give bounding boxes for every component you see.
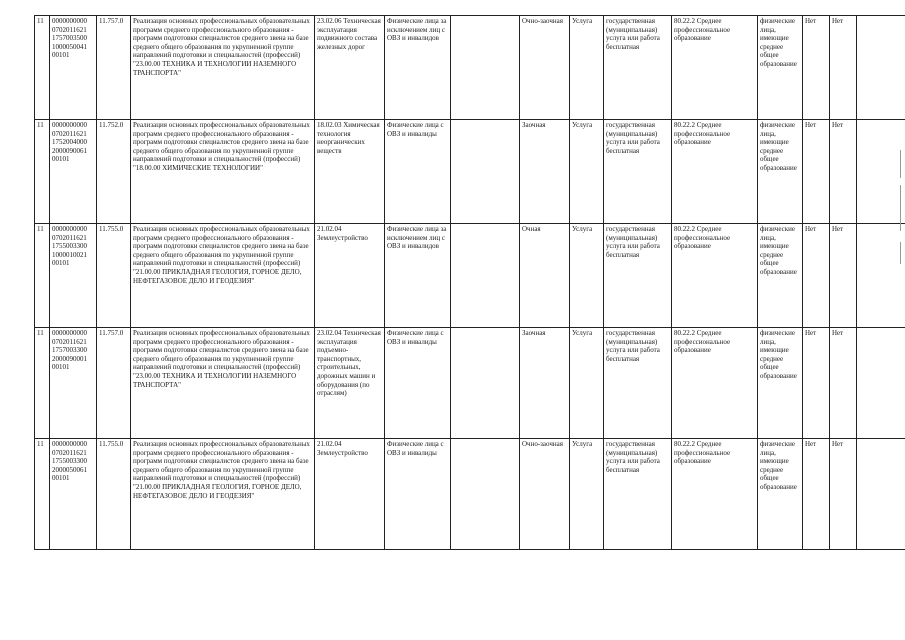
- study-form-cell: Заочная: [520, 328, 570, 439]
- specialty-cell: 21.02.04 Землеустройство: [315, 224, 385, 328]
- row-number: 11: [35, 120, 50, 224]
- category-cell: Физические лица с ОВЗ и инвалиды: [385, 328, 451, 439]
- kind-cell: Услуга: [570, 439, 604, 550]
- service-name-cell: Реализация основных профессиональных образовательных программ среднего профессионального образования - программ подготовки специалистов среднего звена на базе среднего общего образования по укрупненной группе направлений подготовки и специальностей (профессий) "23.00.00 ТЕХНИКА И ТЕХНОЛОГИИ НАЗЕМНОГО ТРАНСПОРТА": [131, 328, 315, 439]
- table-row: [35, 328, 905, 439]
- row-number: 11: [35, 439, 50, 550]
- consumers-cell: физические лица, имеющие среднее общее образование: [758, 439, 803, 550]
- flag-cell: Нет: [803, 328, 830, 439]
- study-form-cell: Очно-заочная: [520, 16, 570, 120]
- okved-cell: 11.755.0: [97, 439, 131, 550]
- okpd-cell: 80.22.2 Среднее профессиональное образование: [672, 224, 758, 328]
- flag-cell: Нет: [803, 224, 830, 328]
- table-row: [35, 120, 905, 224]
- empty-cell: [451, 120, 520, 224]
- study-form-cell: Очная: [520, 224, 570, 328]
- okpd-cell: 80.22.2 Среднее профессиональное образование: [672, 328, 758, 439]
- okved-cell: 11.757.0: [97, 16, 131, 120]
- kind-cell: Услуга: [570, 328, 604, 439]
- kind-cell: Услуга: [570, 224, 604, 328]
- service-type-cell: государственная (муниципальная) услуга или работа бесплатная: [604, 439, 672, 550]
- kind-cell: Услуга: [570, 16, 604, 120]
- blank-cell: [857, 16, 905, 120]
- consumers-cell: физические лица, имеющие среднее общее образование: [758, 328, 803, 439]
- registry-code-cell: 0000000000 0702011621 1752004000 2000090061 00101: [50, 120, 97, 224]
- okved-cell: 11.755.0: [97, 224, 131, 328]
- okved-cell: 11.752.0: [97, 120, 131, 224]
- row-number: 11: [35, 16, 50, 120]
- service-type-cell: государственная (муниципальная) услуга или работа бесплатная: [604, 120, 672, 224]
- row-number: 11: [35, 224, 50, 328]
- okpd-cell: 80.22.2 Среднее профессиональное образование: [672, 439, 758, 550]
- flag-cell: Нет: [830, 120, 857, 224]
- service-type-cell: государственная (муниципальная) услуга или работа бесплатная: [604, 16, 672, 120]
- category-cell: Физические лица за исключением лиц с ОВЗ и инвалидов: [385, 224, 451, 328]
- scan-edge-mark: [900, 242, 901, 264]
- scan-edge-mark: [900, 185, 901, 231]
- flag-cell: Нет: [830, 328, 857, 439]
- blank-cell: [857, 120, 905, 224]
- registry-code-cell: 0000000000 0702011621 1755003300 2000050061 00101: [50, 439, 97, 550]
- table-row: [35, 224, 905, 328]
- specialty-cell: 21.02.04 Землеустройство: [315, 439, 385, 550]
- specialty-cell: 23.02.06 Техническая эксплуатация подвижного состава железных дорог: [315, 16, 385, 120]
- services-register-table: [34, 15, 905, 550]
- table-row: [35, 439, 905, 550]
- study-form-cell: Очно-заочная: [520, 439, 570, 550]
- category-cell: Физические лица с ОВЗ и инвалиды: [385, 120, 451, 224]
- okved-cell: 11.757.0: [97, 328, 131, 439]
- scan-edge-mark: [900, 150, 901, 178]
- flag-cell: Нет: [830, 224, 857, 328]
- empty-cell: [451, 439, 520, 550]
- service-type-cell: государственная (муниципальная) услуга или работа бесплатная: [604, 328, 672, 439]
- category-cell: Физические лица с ОВЗ и инвалиды: [385, 439, 451, 550]
- empty-cell: [451, 224, 520, 328]
- study-form-cell: Заочная: [520, 120, 570, 224]
- flag-cell: Нет: [830, 16, 857, 120]
- registry-code-cell: 0000000000 0702011621 1757003300 2000090001 00101: [50, 328, 97, 439]
- row-number: 11: [35, 328, 50, 439]
- okpd-cell: 80.22.2 Среднее профессиональное образование: [672, 16, 758, 120]
- empty-cell: [451, 328, 520, 439]
- flag-cell: Нет: [830, 439, 857, 550]
- service-name-cell: Реализация основных профессиональных образовательных программ среднего профессионального образования - программ подготовки специалистов среднего звена на базе среднего общего образования по укрупненной группе направлений подготовки и специальностей (профессий) "18.00.00 ХИМИЧЕСКИЕ ТЕХНОЛОГИИ": [131, 120, 315, 224]
- consumers-cell: физические лица, имеющие среднее общее образование: [758, 16, 803, 120]
- kind-cell: Услуга: [570, 120, 604, 224]
- consumers-cell: физические лица, имеющие среднее общее образование: [758, 224, 803, 328]
- blank-cell: [857, 439, 905, 550]
- empty-cell: [451, 16, 520, 120]
- blank-cell: [857, 328, 905, 439]
- table-body: [35, 16, 905, 550]
- consumers-cell: физические лица, имеющие среднее общее образование: [758, 120, 803, 224]
- category-cell: Физические лица за исключением лиц с ОВЗ и инвалидов: [385, 16, 451, 120]
- flag-cell: Нет: [803, 120, 830, 224]
- registry-code-cell: 0000000000 0702011621 1755003300 1000010021 00101: [50, 224, 97, 328]
- table-row: [35, 16, 905, 120]
- specialty-cell: 23.02.04 Техническая эксплуатация подъемно-транспортных, строительных, дорожных машин и оборудования (по отраслям): [315, 328, 385, 439]
- registry-code-cell: 0000000000 0702011621 1757003500 1000050041 00101: [50, 16, 97, 120]
- specialty-cell: 18.02.03 Химическая технология неорганических веществ: [315, 120, 385, 224]
- service-type-cell: государственная (муниципальная) услуга или работа бесплатная: [604, 224, 672, 328]
- blank-cell: [857, 224, 905, 328]
- flag-cell: Нет: [803, 439, 830, 550]
- flag-cell: Нет: [803, 16, 830, 120]
- okpd-cell: 80.22.2 Среднее профессиональное образование: [672, 120, 758, 224]
- service-name-cell: Реализация основных профессиональных образовательных программ среднего профессионального образования - программ подготовки специалистов среднего звена на базе среднего общего образования по укрупненной группе направлений подготовки и специальностей (профессий) "21.00.00 ПРИКЛАДНАЯ ГЕОЛОГИЯ, ГОРНОЕ ДЕЛО, НЕФТЕГАЗОВОЕ ДЕЛО И ГЕОДЕЗИЯ": [131, 439, 315, 550]
- service-name-cell: Реализация основных профессиональных образовательных программ среднего профессионального образования - программ подготовки специалистов среднего звена на базе среднего общего образования по укрупненной группе направлений подготовки и специальностей (профессий) "23.00.00 ТЕХНИКА И ТЕХНОЛОГИИ НАЗЕМНОГО ТРАНСПОРТА": [131, 16, 315, 120]
- service-name-cell: Реализация основных профессиональных образовательных программ среднего профессионального образования - программ подготовки специалистов среднего звена на базе среднего общего образования по укрупненной группе направлений подготовки и специальностей (профессий) "21.00.00 ПРИКЛАДНАЯ ГЕОЛОГИЯ, ГОРНОЕ ДЕЛО, НЕФТЕГАЗОВОЕ ДЕЛО И ГЕОДЕЗИЯ": [131, 224, 315, 328]
